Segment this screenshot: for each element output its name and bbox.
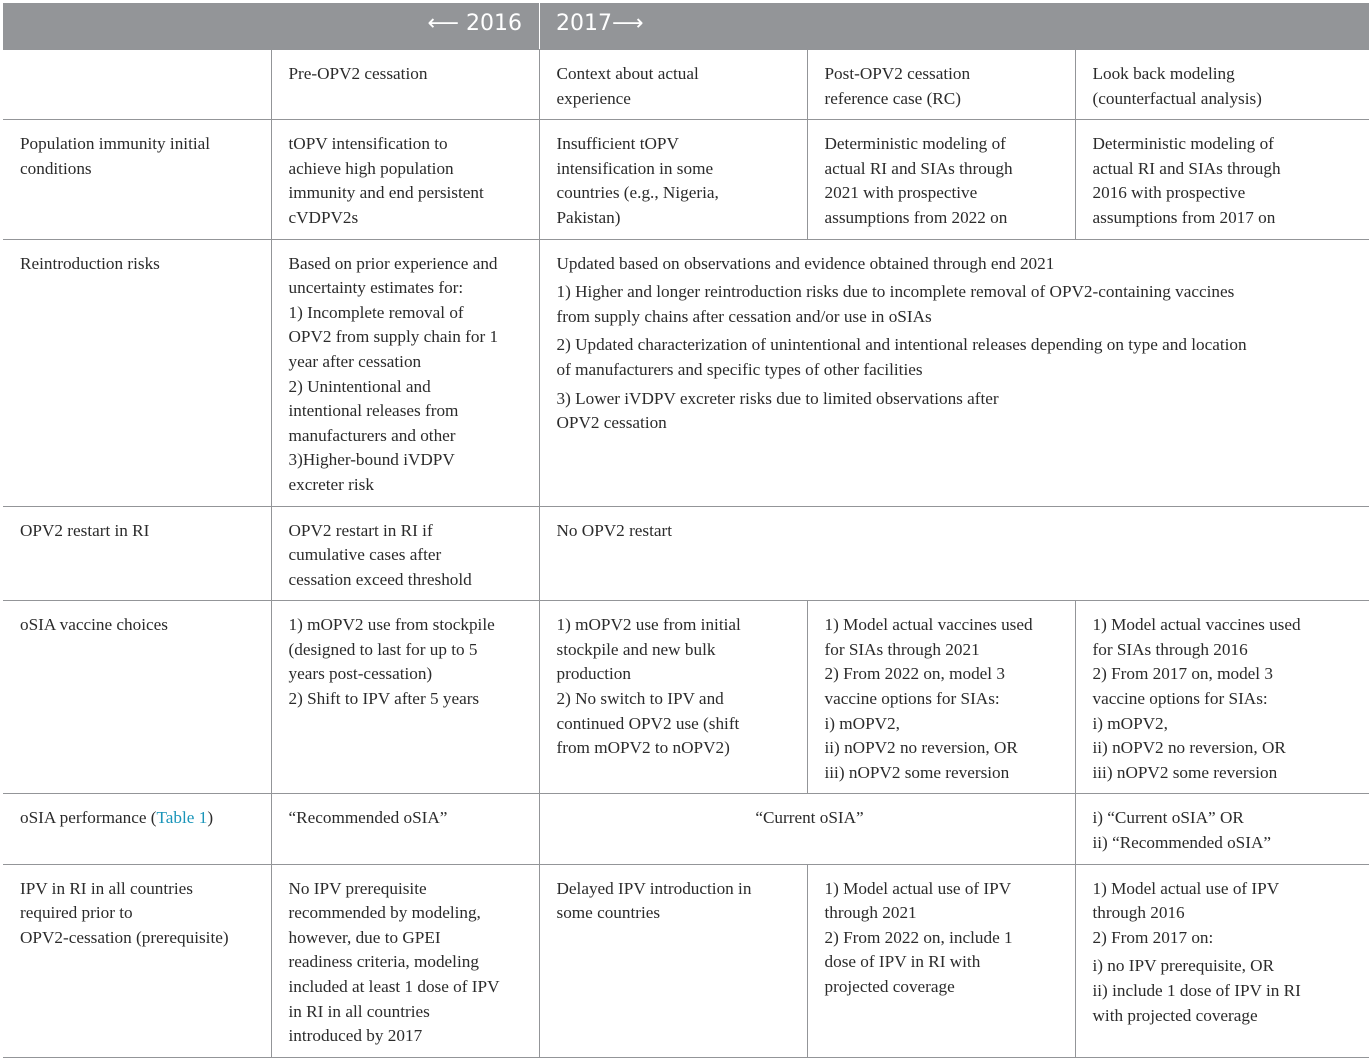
cell-line: iii) nOPV2 some reversion [1092, 762, 1278, 782]
cell-lookback [1075, 864, 1369, 1057]
cell-line: cVDPV2s [288, 207, 359, 227]
cell-line: recommended by modeling, [288, 903, 481, 923]
cell-line: OPV2-cessation (prerequisite) [20, 927, 229, 947]
table-row-performance [3, 794, 1369, 864]
cell-line: 3) Lower iVDPV excreter risks due to limited observations after [556, 388, 999, 408]
cell-line: Updated based on observations and evidence obtained through end 2021 [556, 253, 1055, 273]
cell-line: 1) Model actual use of IPV [824, 878, 1012, 898]
cell-line: 2) Shift to IPV after 5 years [288, 689, 480, 709]
cell-line: projected coverage [824, 977, 955, 996]
cell-pre [271, 794, 539, 864]
row-label [3, 601, 271, 794]
cell-line: OPV2 restart in RI if [288, 520, 433, 540]
cell-line: Deterministic modeling of [1092, 134, 1274, 154]
cell-line: however, due to GPEI [288, 927, 441, 947]
cell-line: 2016 with prospective [1092, 183, 1246, 203]
cell-line: iii) nOPV2 some reversion [824, 762, 1010, 782]
cell-line: (designed to last for up to 5 [288, 639, 478, 659]
cell-merged-current-osia [539, 794, 1075, 864]
timeline-header [3, 3, 1369, 49]
cell-line: readiness criteria, modeling [288, 952, 479, 972]
cell-line: 3)Higher-bound iVDPV [288, 450, 455, 470]
cell-line: countries (e.g., Nigeria, [556, 183, 719, 203]
cell-line: OPV2 cessation [556, 413, 667, 433]
cell-line: Deterministic modeling of [824, 134, 1006, 154]
cell-line: uncertainty estimates for: [288, 278, 464, 298]
cell-line: immunity and end persistent [288, 183, 484, 203]
column-header-post-cessation [807, 50, 1075, 120]
cell-line: 2) No switch to IPV and [556, 689, 724, 709]
cell-line: 2) Unintentional and [288, 376, 431, 396]
table-row-reintroduction [3, 239, 1369, 506]
column-header-lookback [1075, 50, 1369, 120]
column-header-row [3, 50, 1369, 120]
cell-pre [271, 120, 539, 239]
cell-line: ii) nOPV2 no reversion, OR [1092, 738, 1286, 758]
timeline-divider [539, 3, 540, 49]
year-2017-label: 2017⟶ [556, 11, 644, 36]
cell-merged-no-restart [539, 506, 1369, 601]
cell-pre [271, 506, 539, 601]
cell-line: through 2021 [824, 903, 917, 923]
cell-line: i) “Current oSIA” OR [1092, 808, 1244, 828]
cell-line: 2) From 2022 on, include 1 [824, 927, 1013, 947]
cell-post [807, 864, 1075, 1057]
cell-line: 1) Model actual vaccines used [824, 615, 1033, 635]
row-label [3, 239, 271, 506]
cell-line: through 2016 [1092, 903, 1185, 923]
cell-line: i) mOPV2, [1092, 713, 1168, 733]
cell-line: Context about actual [556, 64, 699, 83]
cell-line: continued OPV2 use (shift [556, 713, 740, 733]
cell-line: No IPV prerequisite [288, 878, 427, 898]
cell-line: from supply chains after cessation and/or use in oSIAs [556, 306, 932, 326]
cell-line: years post-cessation) [288, 664, 433, 684]
cell-line: i) mOPV2, [824, 713, 900, 733]
cell-line: 2) From 2022 on, model 3 [824, 664, 1005, 684]
cell-line: 2) From 2017 on: [1092, 927, 1214, 947]
cell-line: introduced by 2017 [288, 1026, 423, 1046]
cell-line: 1) mOPV2 use from stockpile [288, 615, 495, 635]
cell-pre [271, 601, 539, 794]
cell-line: Look back modeling [1092, 64, 1235, 83]
cell-line: 1) mOPV2 use from initial [556, 615, 741, 635]
row-label [3, 794, 271, 864]
cell-line: production [556, 664, 631, 684]
cell-line: ) [207, 808, 214, 828]
cell-line: of manufacturers and specific types of other facilities [556, 359, 923, 379]
cell-line: vaccine options for SIAs: [824, 689, 1000, 709]
cell-line: “Recommended oSIA” [288, 808, 448, 828]
cell-line: some countries [556, 903, 661, 923]
cell-line: (counterfactual analysis) [1092, 88, 1262, 108]
cell-line: Population immunity initial [20, 134, 211, 154]
comparison-table [3, 49, 1369, 1058]
cell-line: actual RI and SIAs through [1092, 158, 1281, 178]
cell-line: achieve high population [288, 158, 454, 178]
cell-line: experience [556, 88, 631, 108]
cell-line: from mOPV2 to nOPV2) [556, 738, 730, 758]
cell-line: in RI in all countries [288, 1001, 430, 1021]
cell-line: excreter risk [288, 474, 374, 494]
cell-line: cessation exceed threshold [288, 569, 472, 589]
cell-line: 1) Incomplete removal of [288, 302, 464, 322]
cell-merged-updated-risks [539, 239, 1369, 506]
cell-line: oSIA vaccine choices [20, 615, 168, 635]
cell-line: for SIAs through 2021 [824, 639, 980, 659]
cell-line: OPV2 from supply chain for 1 [288, 327, 499, 347]
cell-line: 2) From 2017 on, model 3 [1092, 664, 1273, 684]
cell-line: OPV2 restart in RI [20, 520, 150, 540]
cell-post [807, 601, 1075, 794]
table-row-immunity [3, 120, 1369, 239]
table-1-link[interactable]: Table 1 [156, 808, 208, 828]
cell-line: 1) Model actual vaccines used [1092, 615, 1301, 635]
cell-lookback [1075, 794, 1369, 864]
column-header-pre-cessation [271, 50, 539, 120]
column-header-empty [3, 50, 271, 120]
cell-line: ii) include 1 dose of IPV in RI [1092, 981, 1301, 1000]
cell-lookback [1075, 120, 1369, 239]
table-row-restart [3, 506, 1369, 601]
cell-line: Pakistan) [556, 207, 621, 227]
cell-line: assumptions from 2017 on [1092, 207, 1276, 227]
cell-lookback [1075, 601, 1369, 794]
cell-line: dose of IPV in RI with [824, 952, 981, 972]
row-label [3, 120, 271, 239]
cell-line: 1) Higher and longer reintroduction risks due to incomplete removal of OPV2-containing vaccines [556, 282, 1235, 302]
cell-line: reference case (RC) [824, 88, 961, 108]
cell-line: Reintroduction risks [20, 253, 160, 273]
column-header-context [539, 50, 807, 120]
year-2016-label: ⟵ 2016 [427, 11, 522, 36]
cell-line: included at least 1 dose of IPV [288, 977, 500, 996]
cell-line: actual RI and SIAs through [824, 158, 1013, 178]
cell-pre [271, 239, 539, 506]
cell-line: vaccine options for SIAs: [1092, 689, 1268, 709]
cell-line: cumulative cases after [288, 545, 442, 565]
row-label [3, 864, 271, 1057]
cell-line: ii) “Recommended oSIA” [1092, 833, 1272, 853]
cell-line: 1) Model actual use of IPV [1092, 878, 1280, 898]
cell-line: 2) Updated characterization of unintentional and intentional releases depending on type and location [556, 335, 1247, 355]
cell-line: Pre-OPV2 cessation [288, 64, 428, 83]
cell-line: for SIAs through 2016 [1092, 639, 1248, 659]
cell-context [539, 601, 807, 794]
cell-line: intensification in some [556, 158, 714, 178]
cell-line: intentional releases from [288, 401, 459, 421]
cell-line: Based on prior experience and [288, 253, 498, 273]
cell-line: conditions [20, 158, 92, 178]
cell-line: Post-OPV2 cessation [824, 64, 971, 83]
cell-line: oSIA performance ( [20, 808, 157, 828]
cell-line: ii) nOPV2 no reversion, OR [824, 738, 1018, 758]
cell-line: Delayed IPV introduction in [556, 878, 752, 898]
cell-line: No OPV2 restart [556, 520, 673, 540]
cell-line: tOPV intensification to [288, 134, 448, 154]
cell-pre [271, 864, 539, 1057]
cell-line: with projected coverage [1092, 1005, 1258, 1025]
cell-line: manufacturers and other [288, 425, 456, 445]
cell-line: stockpile and new bulk [556, 639, 716, 659]
cell-context [539, 120, 807, 239]
cell-line: 2021 with prospective [824, 183, 978, 203]
cell-line: IPV in RI in all countries [20, 878, 193, 898]
cell-line: year after cessation [288, 351, 422, 371]
cell-line: i) no IPV prerequisite, OR [1092, 956, 1275, 976]
table-row-ipv [3, 864, 1369, 1057]
cell-line: Insufficient tOPV [556, 134, 679, 154]
cell-line: “Current oSIA” [755, 808, 864, 828]
row-label [3, 506, 271, 601]
cell-post [807, 120, 1075, 239]
cell-line: required prior to [20, 903, 133, 923]
cell-line: assumptions from 2022 on [824, 207, 1008, 227]
cell-context [539, 864, 807, 1057]
table-row-vaccine-choices [3, 601, 1369, 794]
